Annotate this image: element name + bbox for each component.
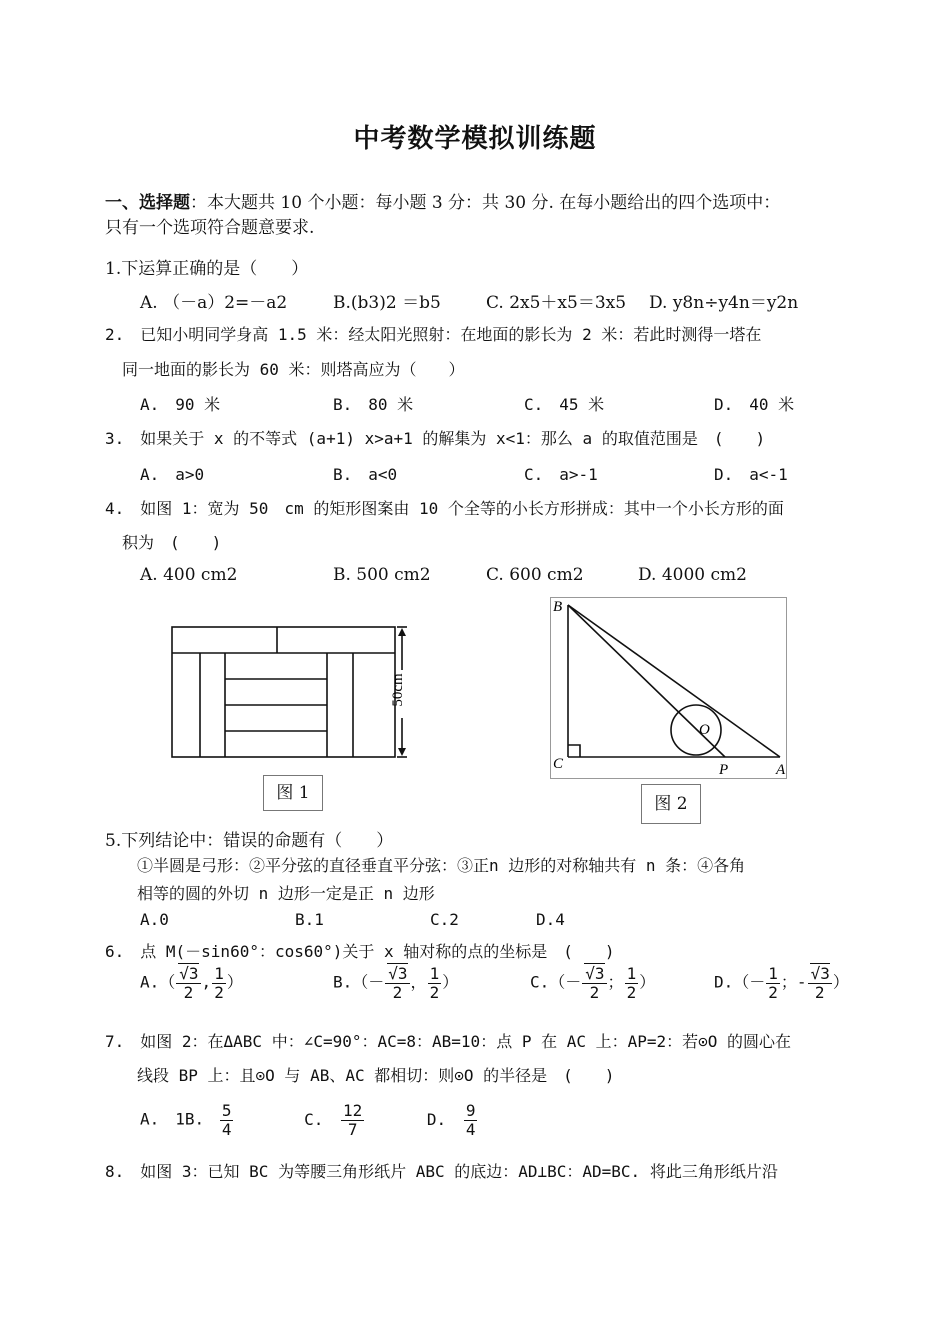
q1-option-c: C. 2x5＋x5＝3x5 — [486, 293, 627, 313]
q6-c-frac2: $\frac{1}{2}$ — [626, 964, 637, 1002]
q5-option-b: B.1 — [295, 910, 324, 929]
q2-option-d: D. 40 米 — [714, 395, 795, 414]
q4-option-d: D. 4000 cm2 — [638, 565, 747, 585]
q3-stem: 3. 如果关于 x 的不等式 (a+1) x>a+1 的解集为 x<1：那么 a 的取值范围是 ( ) — [105, 429, 766, 448]
q6-c-frac1: $\frac{√3}{2}$ — [582, 965, 606, 1001]
q4-line2: 积为 ( ) — [122, 533, 222, 552]
q7-line2: 线段 BP 上：且⊙O 与 AB、AC 都相切：则⊙O 的半径是 ( ) — [137, 1066, 615, 1085]
q6-option-d: D.（－ $\frac{1}{2}$ ；- $\frac{√3}{2}$ ） — [714, 964, 849, 1002]
q3-option-c: C. a>-1 — [524, 465, 598, 484]
q6-b-frac1: $\frac{√3}{2}$ — [385, 965, 409, 1001]
q7-option-d: D. — [426, 1109, 447, 1129]
q6-option-a: A.（ $\frac{√3}{2}$ , $\frac{1}{2}$ ） — [140, 964, 243, 1002]
figure-1 — [165, 620, 410, 765]
q3-option-d: D. a<-1 — [714, 465, 788, 484]
q2-line1: 2. 已知小明同学身高 1.5 米：经太阳光照射：在地面的影长为 2 米：若此时测得一塔在 — [105, 325, 762, 344]
q2-option-a: A. 90 米 — [140, 395, 221, 414]
q7-option-c-frac: $\frac{12}{7}$ — [343, 1101, 363, 1139]
fig2-label-o: O — [699, 722, 710, 738]
fig1-caption: 图 1 — [263, 775, 323, 811]
fig2-label-p: P — [719, 762, 729, 778]
q7-option-d-frac: $\frac{9}{4}$ — [465, 1101, 476, 1139]
q1-stem: 1.下运算正确的是（ ） — [105, 259, 309, 279]
section-desc-1: ：本大题共 10 个小题：每小题 3 分：共 30 分. 在每小题给出的四个选项中： — [190, 193, 781, 213]
section-header — [105, 188, 780, 213]
q4-option-a: A. 400 cm2 — [140, 565, 238, 585]
q6-stem: 6. 点 M(－sin60°：cos60°)关于 x 轴对称的点的坐标是 ( ) — [105, 942, 615, 961]
section-desc-2: 只有一个选项符合题意要求. — [105, 218, 315, 238]
q2-option-c: C. 45 米 — [524, 395, 605, 414]
q7-option-b-frac: $\frac{5}{4}$ — [221, 1101, 232, 1139]
q4-option-b: B. 500 cm2 — [333, 565, 431, 585]
fig1-dim-label: 50cm — [390, 673, 406, 707]
q6-a-frac2: $\frac{1}{2}$ — [214, 964, 224, 1002]
q1-option-a: A. （－a）2=－a2 — [140, 293, 288, 313]
fig1-outer-rect — [172, 627, 395, 757]
q7-option-a: A. 1B. — [140, 1109, 205, 1129]
q5-option-d: D.4 — [536, 910, 565, 929]
fig2-label-c: C — [553, 756, 564, 772]
section-label: 一、选择题 — [105, 193, 190, 213]
q5-option-c: C.2 — [430, 910, 459, 929]
q3-option-a: A. a>0 — [140, 465, 205, 484]
q4-option-c: C. 600 cm2 — [486, 565, 584, 585]
fig2-label-a: A — [776, 762, 786, 778]
q7-option-c: C. — [304, 1109, 324, 1129]
q7-options — [140, 1102, 478, 1138]
q1-option-b: B.(b3)2 ＝b5 — [333, 293, 441, 313]
q5-stem: 5.下列结论中：错误的命题有（ ） — [105, 831, 394, 851]
q6-option-b: B.（－ $\frac{√3}{2}$ ， $\frac{1}{2}$ ） — [333, 964, 459, 1002]
q2-line2: 同一地面的影长为 60 米：则塔高应为（ ） — [122, 360, 465, 379]
q6-b-frac2: $\frac{1}{2}$ — [429, 964, 440, 1002]
q6-option-c: C.（－ $\frac{√3}{2}$ ； $\frac{1}{2}$ ） — [530, 964, 656, 1002]
page-title: 中考数学模拟训练题 — [353, 124, 597, 154]
q5-line2: 相等的圆的外切 n 边形一定是正 n 边形 — [137, 884, 435, 903]
figure-2 — [550, 597, 788, 780]
q4-line1: 4. 如图 1：宽为 50 cm 的矩形图案由 10 个全等的小长方形拼成：其中一个小长方形的面 — [105, 499, 784, 518]
q7-line1: 7. 如图 2：在ΔABC 中：∠C=90°：AC=8：AB=10：点 P 在 AC 上：AP=2：若⊙O 的圆心在 — [105, 1032, 792, 1051]
q5-line1: ①半圆是弓形：②平分弦的直径垂直平分弦：③正n 边形的对称轴共有 n 条：④各角 — [137, 856, 746, 875]
fig2-label-b: B — [553, 599, 563, 615]
q6-d-frac2: $\frac{√3}{2}$ — [808, 965, 832, 1001]
q8-line1: 8. 如图 3：已知 BC 为等腰三角形纸片 ABC 的底边：AD⊥BC：AD=BC. 将此三角形纸片沿 — [105, 1162, 778, 1181]
q5-option-a: A.0 — [140, 910, 169, 929]
q6-a-frac1: $\frac{√3}{2}$ — [176, 965, 200, 1001]
fig2-caption: 图 2 — [641, 784, 701, 824]
q1-option-d: D. y8n÷y4n＝y2n — [649, 293, 799, 313]
q2-option-b: B. 80 米 — [333, 395, 414, 414]
q6-d-frac1: $\frac{1}{2}$ — [768, 964, 778, 1002]
q3-option-b: B. a<0 — [333, 465, 398, 484]
